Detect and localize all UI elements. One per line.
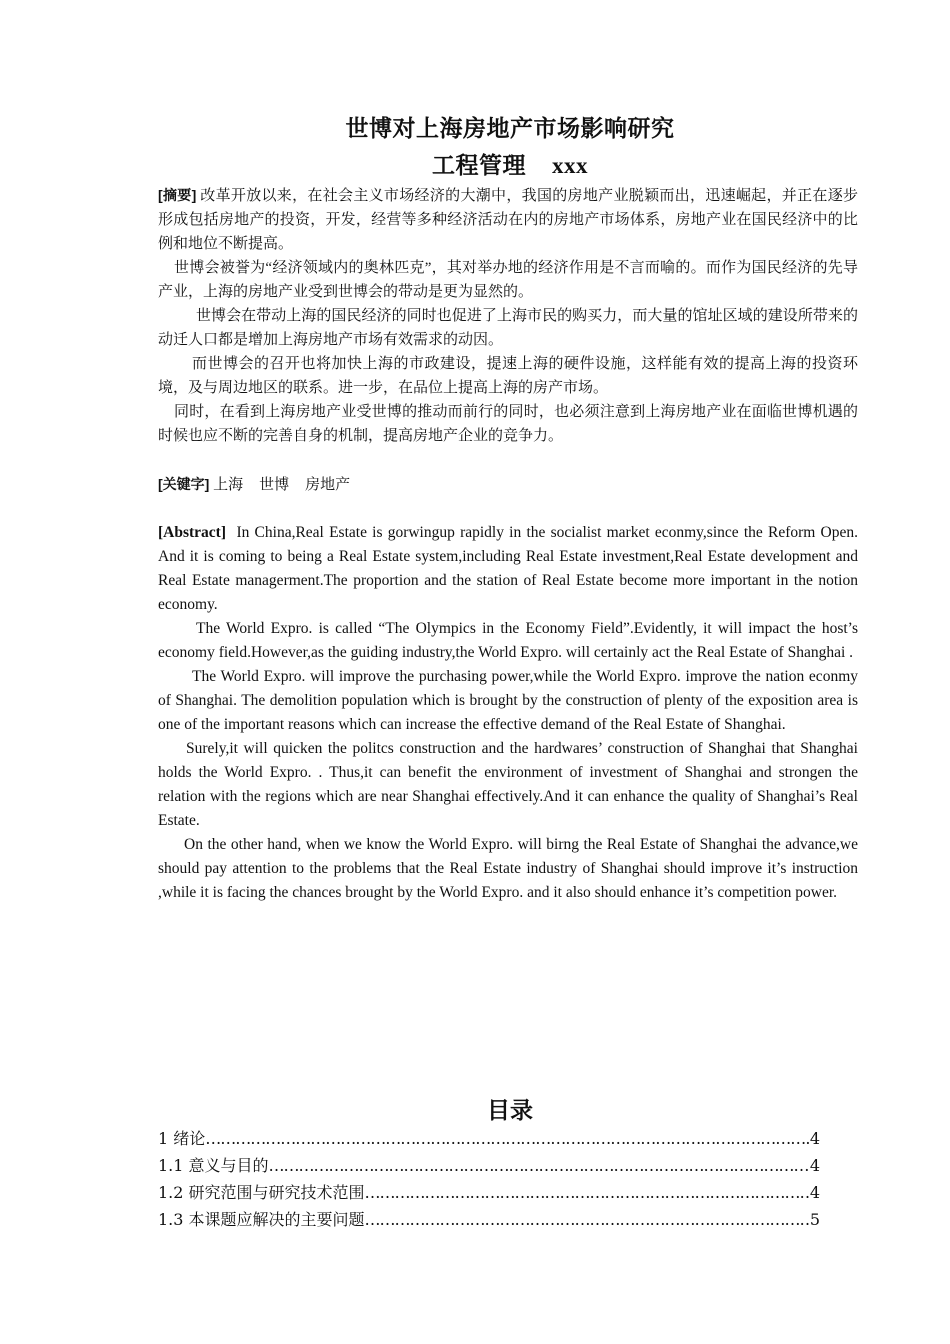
en-abstract-label: [Abstract] [158,524,227,541]
en-abstract-paragraph: The World Expro. will improve the purchasing power,while the World Expro. improve the nation econmy of Shanghai. The demolition population which is brought by the construction of plenty of the exposition area is one of the important reasons which can increase the effective demand of the Real Estate of Shanghai. [158,668,858,733]
toc-entry-page: 4 [809,1183,820,1202]
keyword: 房地产 [305,477,351,493]
toc-title: 目录 [487,1098,533,1123]
cn-abstract-paragraph: 世博会被誉为“经济领域内的奥林匹克”，其对举办地的经济作用是不言而喻的。而作为国民经济的先导产业，上海的房地产业受到世博会的带动是更为显然的。 [158,260,858,300]
author-major: 工程管理 [432,153,526,178]
toc-entry-text: 1.3 本课题应解决的主要问题 [158,1210,365,1229]
cn-abstract-paragraph: 世博会在带动上海的国民经济的同时也促进了上海市民的购买力，而大量的馆址区域的建设所带来的动迁人口都是增加上海房地产市场有效需求的动因。 [158,308,858,348]
toc-entry-text: 1.2 研究范围与研究技术范围 [158,1183,365,1202]
toc-entry-page: 4 [809,1129,820,1148]
cn-abstract-paragraph: 而世博会的召开也将加快上海的市政建设，提速上海的硬件设施，这样能有效的提高上海的投资环境，及与周边地区的联系。进一步，在品位上提高上海的房产市场。 [158,356,858,396]
author-name: xxx [552,153,588,178]
toc-leader-dots [365,1183,810,1202]
en-abstract-paragraph: On the other hand, when we know the World Expro. will birng the Real Estate of Shanghai the advance,we should pay attention to the problems that the Real Estate industry of Shanghai should improve it’s instruction ,while it is facing the chances brought by the World Expro. and it also should enhance it’s competition power. [158,836,858,901]
en-abstract-paragraph: Surely,it will quicken the politcs construction and the hardwares’ construction of Shanghai that Shanghai holds the World Expro. . Thus,it can benefit the environment of investment of Shanghai and strongen the relation with the regions which are near Shanghai effectively.And it can enhance the quality of Shanghai’s Real Estate. [158,740,858,829]
chinese-abstract [158,183,858,448]
toc-entry[interactable] [158,1126,820,1153]
keywords-line [158,473,350,494]
keyword: 世博 [259,477,290,493]
toc-entry-text: 1.1 意义与目的 [158,1156,269,1175]
cn-abstract-paragraph: [摘要] 改革开放以来，在社会主义市场经济的大潮中，我国的房地产业脱颖而出，迅速崛起，并正在逐步形成包括房地产的投资，开发，经营等多种经济活动在内的房地产市场体系，房地产业在国民经济中的比例和地位不断提高。 [158,187,858,252]
toc-entry-page: 5 [809,1210,820,1229]
toc-leader-dots [269,1156,810,1175]
document-title: 世博对上海房地产市场影响研究 [345,116,675,141]
cn-abstract-paragraph: 同时，在看到上海房地产业受世博的推动而前行的同时，也必须注意到上海房地产业在面临世博机遇的时候也应不断的完善自身的机制，提高房地产企业的竞争力。 [158,404,858,444]
toc-entry[interactable] [158,1207,820,1234]
cn-abstract-label: [摘要] [158,187,197,203]
toc-entry[interactable] [158,1153,820,1180]
toc-leader-dots [205,1129,810,1148]
toc-entry-page: 4 [809,1156,820,1175]
en-abstract-paragraph: [Abstract] In China,Real Estate is gorwingup rapidly in the socialist market econmy,since the Reform Open. And it is coming to being a Real Estate system,including Real Estate investment,Real Estate development and Real Estate managerment.The proportion and the station of Real Estate become more important in the notion economy. [158,524,858,613]
keywords-label: [关键字] [158,476,210,492]
toc-entry-text: 1 绪论 [158,1129,206,1148]
keyword: 上海 [213,477,244,493]
table-of-contents [158,1126,820,1234]
toc-entry[interactable] [158,1180,820,1207]
en-abstract-paragraph: The World Expro. is called “The Olympics in the Economy Field”.Evidently, it will impact the host’s economy field.However,as the guiding industry,the World Expro. will certainly act the Real Estate of Shanghai . [158,620,858,661]
author-line [0,147,950,180]
toc-leader-dots [365,1210,810,1229]
english-abstract [158,521,858,905]
